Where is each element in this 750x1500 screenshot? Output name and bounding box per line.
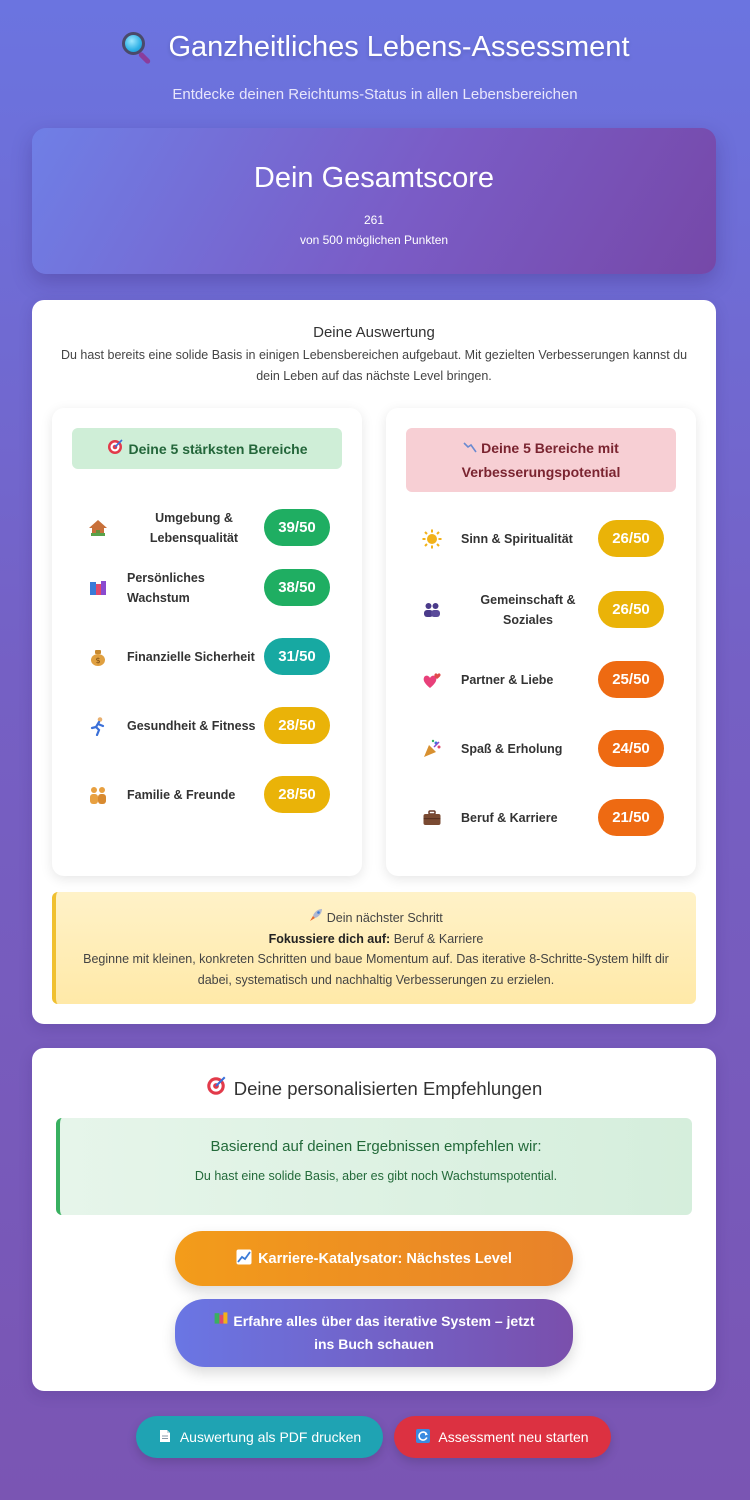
improvement-score-badge: 21/50 [598, 799, 664, 836]
runner-icon [88, 716, 108, 736]
strength-item [52, 775, 362, 815]
magnifier-icon [120, 30, 154, 64]
book-system-button[interactable] [175, 1299, 573, 1367]
house-icon [88, 518, 108, 538]
strength-item [52, 706, 362, 746]
page-title [0, 30, 750, 64]
strength-item [52, 568, 362, 608]
svg-text:$: $ [95, 656, 101, 665]
target-icon [206, 1076, 226, 1101]
strength-score-badge: 31/50 [264, 638, 330, 675]
strength-item [52, 498, 362, 558]
next-step-focus-label: Fokussiere dich auf: [268, 931, 391, 946]
total-score-card [32, 128, 716, 274]
strength-label: Finanzielle Sicherheit [127, 650, 255, 664]
improvements-panel [386, 408, 696, 876]
next-step-focus [56, 929, 696, 950]
strength-label: Umgebung & Lebensqualität [149, 511, 239, 545]
recommendations-card [32, 1048, 716, 1391]
improvement-label: Partner & Liebe [461, 673, 554, 687]
document-icon [158, 1429, 172, 1446]
analysis-text: Du hast bereits eine solide Basis in einigen Lebensbereichen aufgebaut. Mit gezielten Verbesserungen kannst du dein Leben auf das nächste Level bringen. [60, 348, 688, 383]
strength-label: Persönliches Wachstum [127, 571, 205, 605]
rocket-icon [309, 908, 323, 929]
page-header [0, 0, 750, 103]
improvement-item [386, 798, 696, 838]
improvement-score-badge: 24/50 [598, 730, 664, 767]
analysis-card [32, 300, 716, 1024]
next-step-text: Beginne mit kleinen, konkreten Schritten und baue Momentum auf. Das iterative 8-Schritte-System hilft dir dabei, systematisch und nachhaltig Verbesserungen zu erzielen. [83, 952, 669, 987]
print-pdf-button[interactable] [136, 1416, 383, 1458]
strength-score-badge: 28/50 [264, 776, 330, 813]
score-title: Dein Gesamtscore [253, 162, 495, 194]
next-step-title: Dein nächster Schritt [326, 911, 443, 925]
improvement-score-badge: 26/50 [598, 591, 664, 628]
improvement-label: Gemeinschaft & Soziales [480, 593, 576, 627]
career-catalyst-button[interactable] [175, 1231, 573, 1286]
recommendations-heading [32, 1076, 716, 1101]
improvement-item [386, 729, 696, 769]
sun-icon [422, 529, 442, 549]
party-popper-icon [422, 739, 442, 759]
improvement-item [386, 580, 696, 640]
strengths-panel [52, 408, 362, 876]
strengths-header [72, 428, 342, 469]
strength-label: Gesundheit & Fitness [127, 719, 256, 733]
hearts-icon [422, 670, 442, 690]
family-icon [88, 785, 108, 805]
strength-label: Familie & Freunde [127, 788, 236, 802]
print-pdf-label: Auswertung als PDF drucken [179, 1429, 362, 1445]
book-system-label [203, 1310, 545, 1357]
improvement-item [386, 660, 696, 700]
next-step-focus-value: Beruf & Karriere [393, 931, 484, 946]
book-system-text: Erfahre alles über das iterative System – jetzt ins Buch schauen [233, 1312, 535, 1353]
strength-score-badge: 39/50 [264, 509, 330, 546]
improvement-label: Spaß & Erholung [461, 742, 563, 756]
improvement-label: Beruf & Karriere [461, 811, 558, 825]
books-icon [213, 1310, 229, 1333]
next-step-title-row [56, 908, 696, 929]
recommendations-title: Deine personalisierten Empfehlungen [233, 1077, 543, 1099]
improvements-title [426, 437, 656, 482]
improvement-score-badge: 26/50 [598, 520, 664, 557]
briefcase-icon [422, 808, 442, 828]
improvement-item [386, 519, 696, 559]
refresh-icon [416, 1429, 430, 1446]
strengths-title: Deine 5 stärksten Bereiche [128, 440, 308, 457]
recommendation-box-title: Basierend auf deinen Ergebnissen empfehlen wir: [210, 1138, 542, 1155]
improvements-title-text: Deine 5 Bereiche mit Verbesserungspotential [461, 440, 621, 480]
career-catalyst-label: Karriere-Katalysator: Nächstes Level [258, 1250, 512, 1267]
people-icon [422, 600, 442, 620]
improvement-label: Sinn & Spiritualität [461, 532, 573, 546]
score-value: 261 [363, 213, 385, 227]
money-bag-icon [88, 647, 108, 667]
chart-down-icon [463, 439, 477, 461]
strength-item [52, 637, 362, 677]
strength-score-badge: 28/50 [264, 707, 330, 744]
page-subtitle: Entdecke deinen Reichtums-Status in allen Lebensbereichen [172, 86, 578, 103]
page-title-text: Ganzheitliches Lebens-Assessment [168, 30, 630, 63]
recommendation-box-text: Du hast eine solide Basis, aber es gibt noch Wachstumspotential. [194, 1169, 558, 1183]
improvement-score-badge: 25/50 [598, 661, 664, 698]
chart-up-icon [236, 1249, 252, 1269]
restart-assessment-button[interactable] [394, 1416, 611, 1458]
next-step-box [52, 892, 696, 1004]
score-subtitle: von 500 möglichen Punkten [299, 233, 449, 247]
recommendation-box [56, 1118, 692, 1215]
improvements-header [406, 428, 676, 492]
strength-score-badge: 38/50 [264, 569, 330, 606]
target-icon [107, 439, 123, 458]
books-icon [88, 578, 108, 598]
restart-assessment-label: Assessment neu starten [438, 1429, 589, 1445]
analysis-heading: Deine Auswertung [313, 324, 435, 341]
